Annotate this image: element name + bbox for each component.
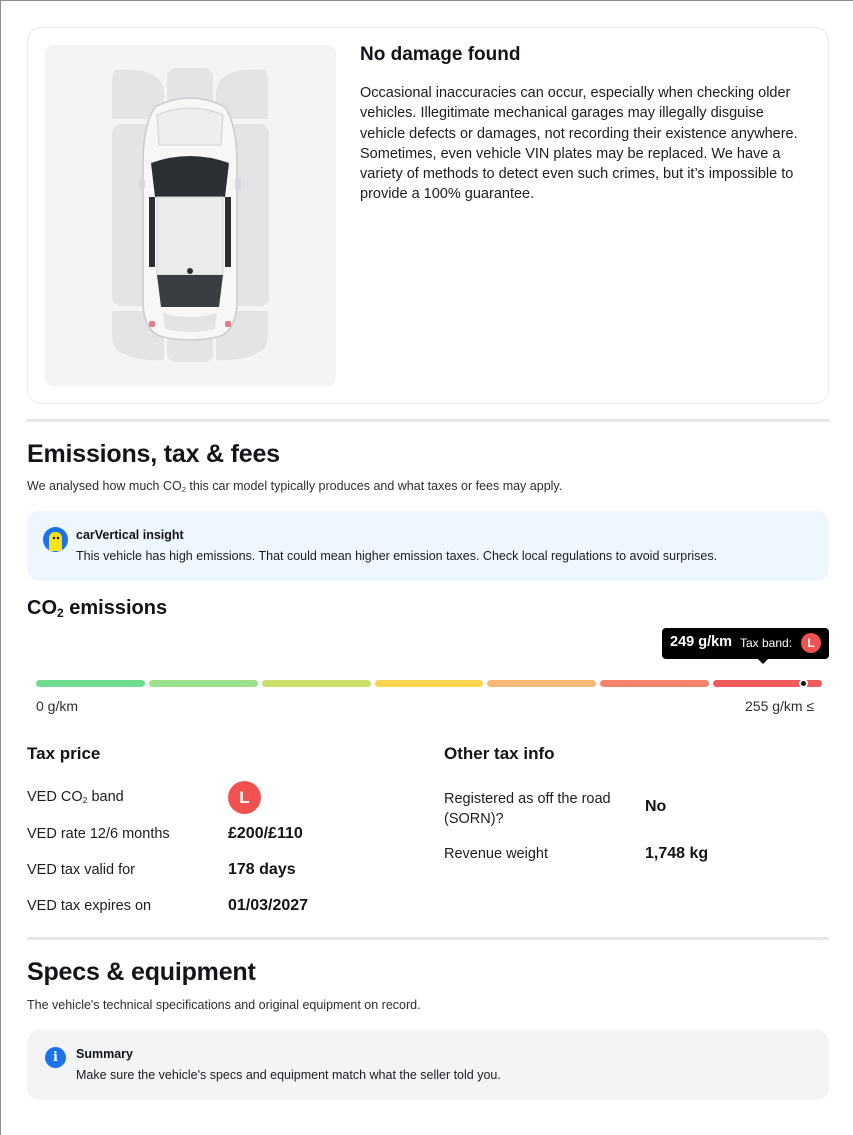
ved-co2-band-badge: L bbox=[228, 781, 261, 814]
specs-summary bbox=[27, 1030, 829, 1100]
co2-scale-segment bbox=[149, 680, 258, 687]
co2-scale-segment bbox=[375, 680, 484, 687]
section-divider bbox=[27, 419, 829, 422]
damage-description: Occasional inaccuracies can occur, especially when checking older vehicles. Illegitimate mechanical garages may illegally disguise vehicle defects or damages, not recording their existence anywhere. Sometimes, even vehicle VIN plates may be replaced. We have a variety of methods to detect even such crimes, but it’s impossible to provide a 100% guarantee. bbox=[360, 85, 798, 203]
revenue-weight-label: Revenue weight bbox=[444, 846, 548, 862]
co2-value: 249 g/km bbox=[670, 634, 733, 650]
ved-expires-value: 01/03/2027 bbox=[228, 897, 309, 914]
car-diagram bbox=[45, 45, 336, 386]
co2-min-label: 0 g/km bbox=[36, 698, 79, 714]
summary-text: Make sure the vehicle's specs and equipment match what the seller told you. bbox=[76, 1068, 501, 1082]
co2-scale-segment bbox=[487, 680, 596, 687]
car-top-view-icon bbox=[45, 45, 336, 386]
emissions-heading: Emissions, tax & fees bbox=[27, 440, 280, 468]
section-divider bbox=[27, 937, 829, 940]
insight-title: carVertical insight bbox=[76, 528, 184, 542]
ved-rate-value: £200/£110 bbox=[228, 825, 303, 842]
ved-valid-value: 178 days bbox=[228, 861, 296, 878]
tax-price-heading: Tax price bbox=[27, 744, 101, 763]
insight-text: This vehicle has high emissions. That could mean higher emission taxes. Check local regulations to avoid surprises. bbox=[76, 549, 718, 563]
other-tax-heading: Other tax info bbox=[444, 744, 555, 763]
carvertical-mascot-icon bbox=[43, 527, 68, 552]
ved-valid-label: VED tax valid for bbox=[27, 862, 135, 878]
ved-co2-band-label: VED $CO_2$ band bbox=[27, 789, 124, 806]
co2-max-label: 255 g/km ≤ bbox=[745, 698, 815, 714]
emissions-subtitle: We analysed how much $CO_2$ this car model typically produces and what taxes or fees may apply. bbox=[27, 479, 563, 494]
sorn-value: No bbox=[645, 798, 667, 815]
co2-scale-segment bbox=[600, 680, 709, 687]
specs-subtitle: The vehicle's technical specifications and original equipment on record. bbox=[27, 998, 421, 1012]
damage-card bbox=[27, 27, 829, 404]
sorn-label: Registered as off the road (SORN)? bbox=[444, 791, 611, 827]
co2-marker bbox=[799, 679, 808, 688]
revenue-weight-value: 1,748 kg bbox=[645, 845, 709, 862]
summary-title: Summary bbox=[76, 1047, 133, 1061]
carvertical-insight bbox=[27, 511, 829, 581]
tax-band-label: Tax band: bbox=[740, 636, 793, 650]
damage-title: No damage found bbox=[360, 44, 521, 65]
co2-value-tooltip bbox=[662, 628, 829, 659]
info-icon: i bbox=[45, 1047, 66, 1068]
co2-heading: $CO_2$ emissions bbox=[27, 597, 168, 620]
tooltip-pointer bbox=[757, 658, 769, 664]
specs-heading: Specs & equipment bbox=[27, 958, 256, 986]
tax-band-badge: L bbox=[801, 633, 821, 653]
ved-expires-label: VED tax expires on bbox=[27, 898, 152, 914]
co2-scale-segment bbox=[36, 680, 145, 687]
ved-rate-label: VED rate 12/6 months bbox=[27, 826, 170, 842]
co2-scale-segment bbox=[262, 680, 371, 687]
